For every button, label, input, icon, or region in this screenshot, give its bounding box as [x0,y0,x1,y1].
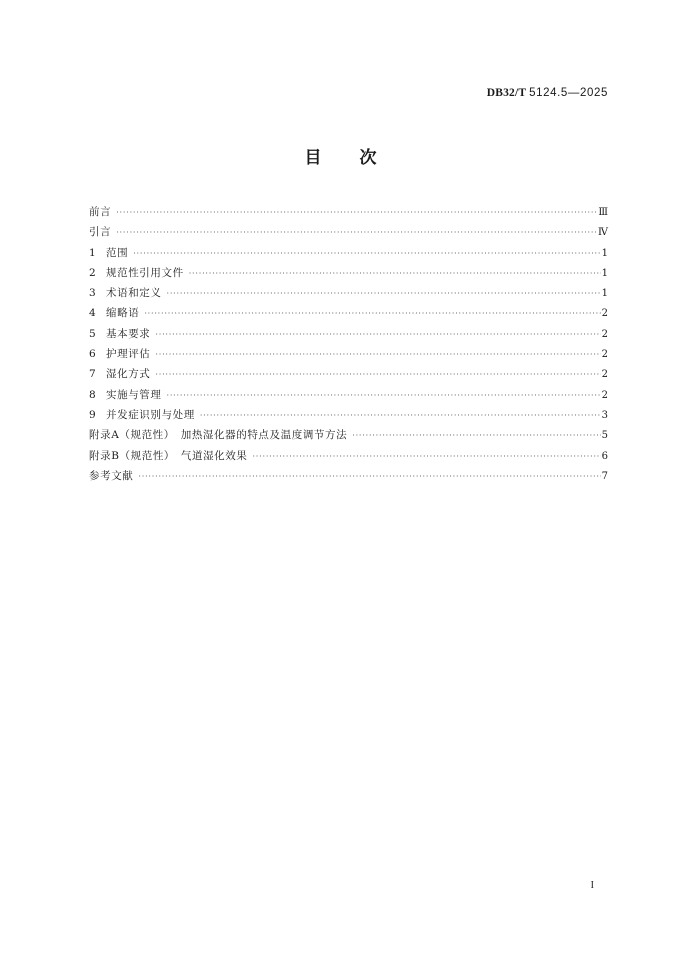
toc-entry-label: 2 规范性引用文件 [89,263,184,283]
toc-entry-label: 参考文献 [89,469,134,482]
toc-dot-leader [116,203,597,223]
toc-entry-label: 6 护理评估 [89,344,150,364]
toc-page-number: 2 [601,328,608,340]
toc-dot-leader [352,426,600,446]
toc-entry-label: 1 范围 [89,243,128,263]
toc-entry-appendix-a[interactable] [89,425,608,445]
toc-entry-introduction[interactable] [89,222,608,242]
standard-code [487,87,608,99]
toc-entry-number: 1 [89,246,97,259]
toc-dot-leader [116,223,597,243]
toc-entry-humidification-methods[interactable] [89,364,608,384]
toc-dot-leader [200,406,601,426]
toc-entry-nursing-assessment[interactable] [89,344,608,364]
toc-entry-foreword[interactable] [89,202,608,222]
toc-entry-label: 3 术语和定义 [89,283,162,303]
standard-prefix: DB32/T [486,87,527,99]
toc-dot-leader [138,467,600,487]
toc-entry-number: 5 [89,327,97,340]
toc-page-number: 1 [601,247,608,259]
toc-page-number: 2 [601,369,608,381]
toc-entry-complications[interactable] [89,405,608,425]
toc-dot-leader [155,345,600,365]
toc-entry-label: 9 并发症识别与处理 [89,405,195,425]
toc-dot-leader [252,447,600,467]
toc-entry-number: 3 [89,287,97,300]
toc-page-number: 1 [601,267,608,279]
toc-entry-label: 引言 [89,226,112,239]
toc-entry-normative-references[interactable] [89,263,608,283]
toc-entry-implementation-management[interactable] [89,385,608,405]
toc-entry-number: 9 [89,408,97,421]
toc-dot-leader [144,304,600,324]
toc-entry-number: 8 [89,388,97,401]
toc-page-number: 2 [601,308,608,320]
toc-page-number: 3 [601,409,608,421]
toc-entry-number: 2 [89,266,97,279]
toc-entry-label: 4 缩略语 [89,303,139,323]
page-number: I [590,880,594,891]
toc-dot-leader [189,264,601,284]
toc-entry-terms-definitions[interactable] [89,283,608,303]
toc-entry-number: 4 [89,307,97,320]
toc-entry-label: 附录B（规范性） 气道湿化效果 [89,449,248,462]
toc-entry-number: 6 [89,348,97,361]
toc-page-number: 2 [601,389,608,401]
toc-entry-abbreviations[interactable] [89,303,608,323]
toc-entry-bibliography[interactable] [89,466,608,486]
toc-dot-leader [167,386,601,406]
toc-dot-leader [155,365,600,385]
toc-dot-leader [167,284,601,304]
toc-entry-appendix-b[interactable] [89,446,608,466]
standard-number: 5124.5—2025 [529,87,608,99]
toc-dot-leader [155,325,600,345]
toc-entry-label: 前言 [89,206,112,218]
toc-entry-label: 5 基本要求 [89,324,150,344]
toc-entry-number: 7 [89,368,97,381]
toc-entry-label: 8 实施与管理 [89,385,162,405]
toc-page-number: 5 [601,430,608,442]
toc-page-number: 1 [601,288,608,300]
toc-page-number: 7 [601,470,608,482]
page-title: 目次 [304,148,415,168]
toc-entry-basic-requirements[interactable] [89,324,608,344]
toc-page-number: 2 [601,349,608,361]
toc-dot-leader [133,244,600,264]
toc-entry-scope[interactable] [89,243,608,263]
toc-page-number: 6 [601,450,608,462]
toc-page-number: Ⅲ [598,207,608,218]
table-of-contents [89,202,608,486]
toc-entry-label: 7 湿化方式 [89,364,150,384]
toc-page-number: Ⅳ [598,227,608,239]
toc-entry-label: 附录A（规范性） 加热湿化器的特点及温度调节方法 [89,429,348,442]
